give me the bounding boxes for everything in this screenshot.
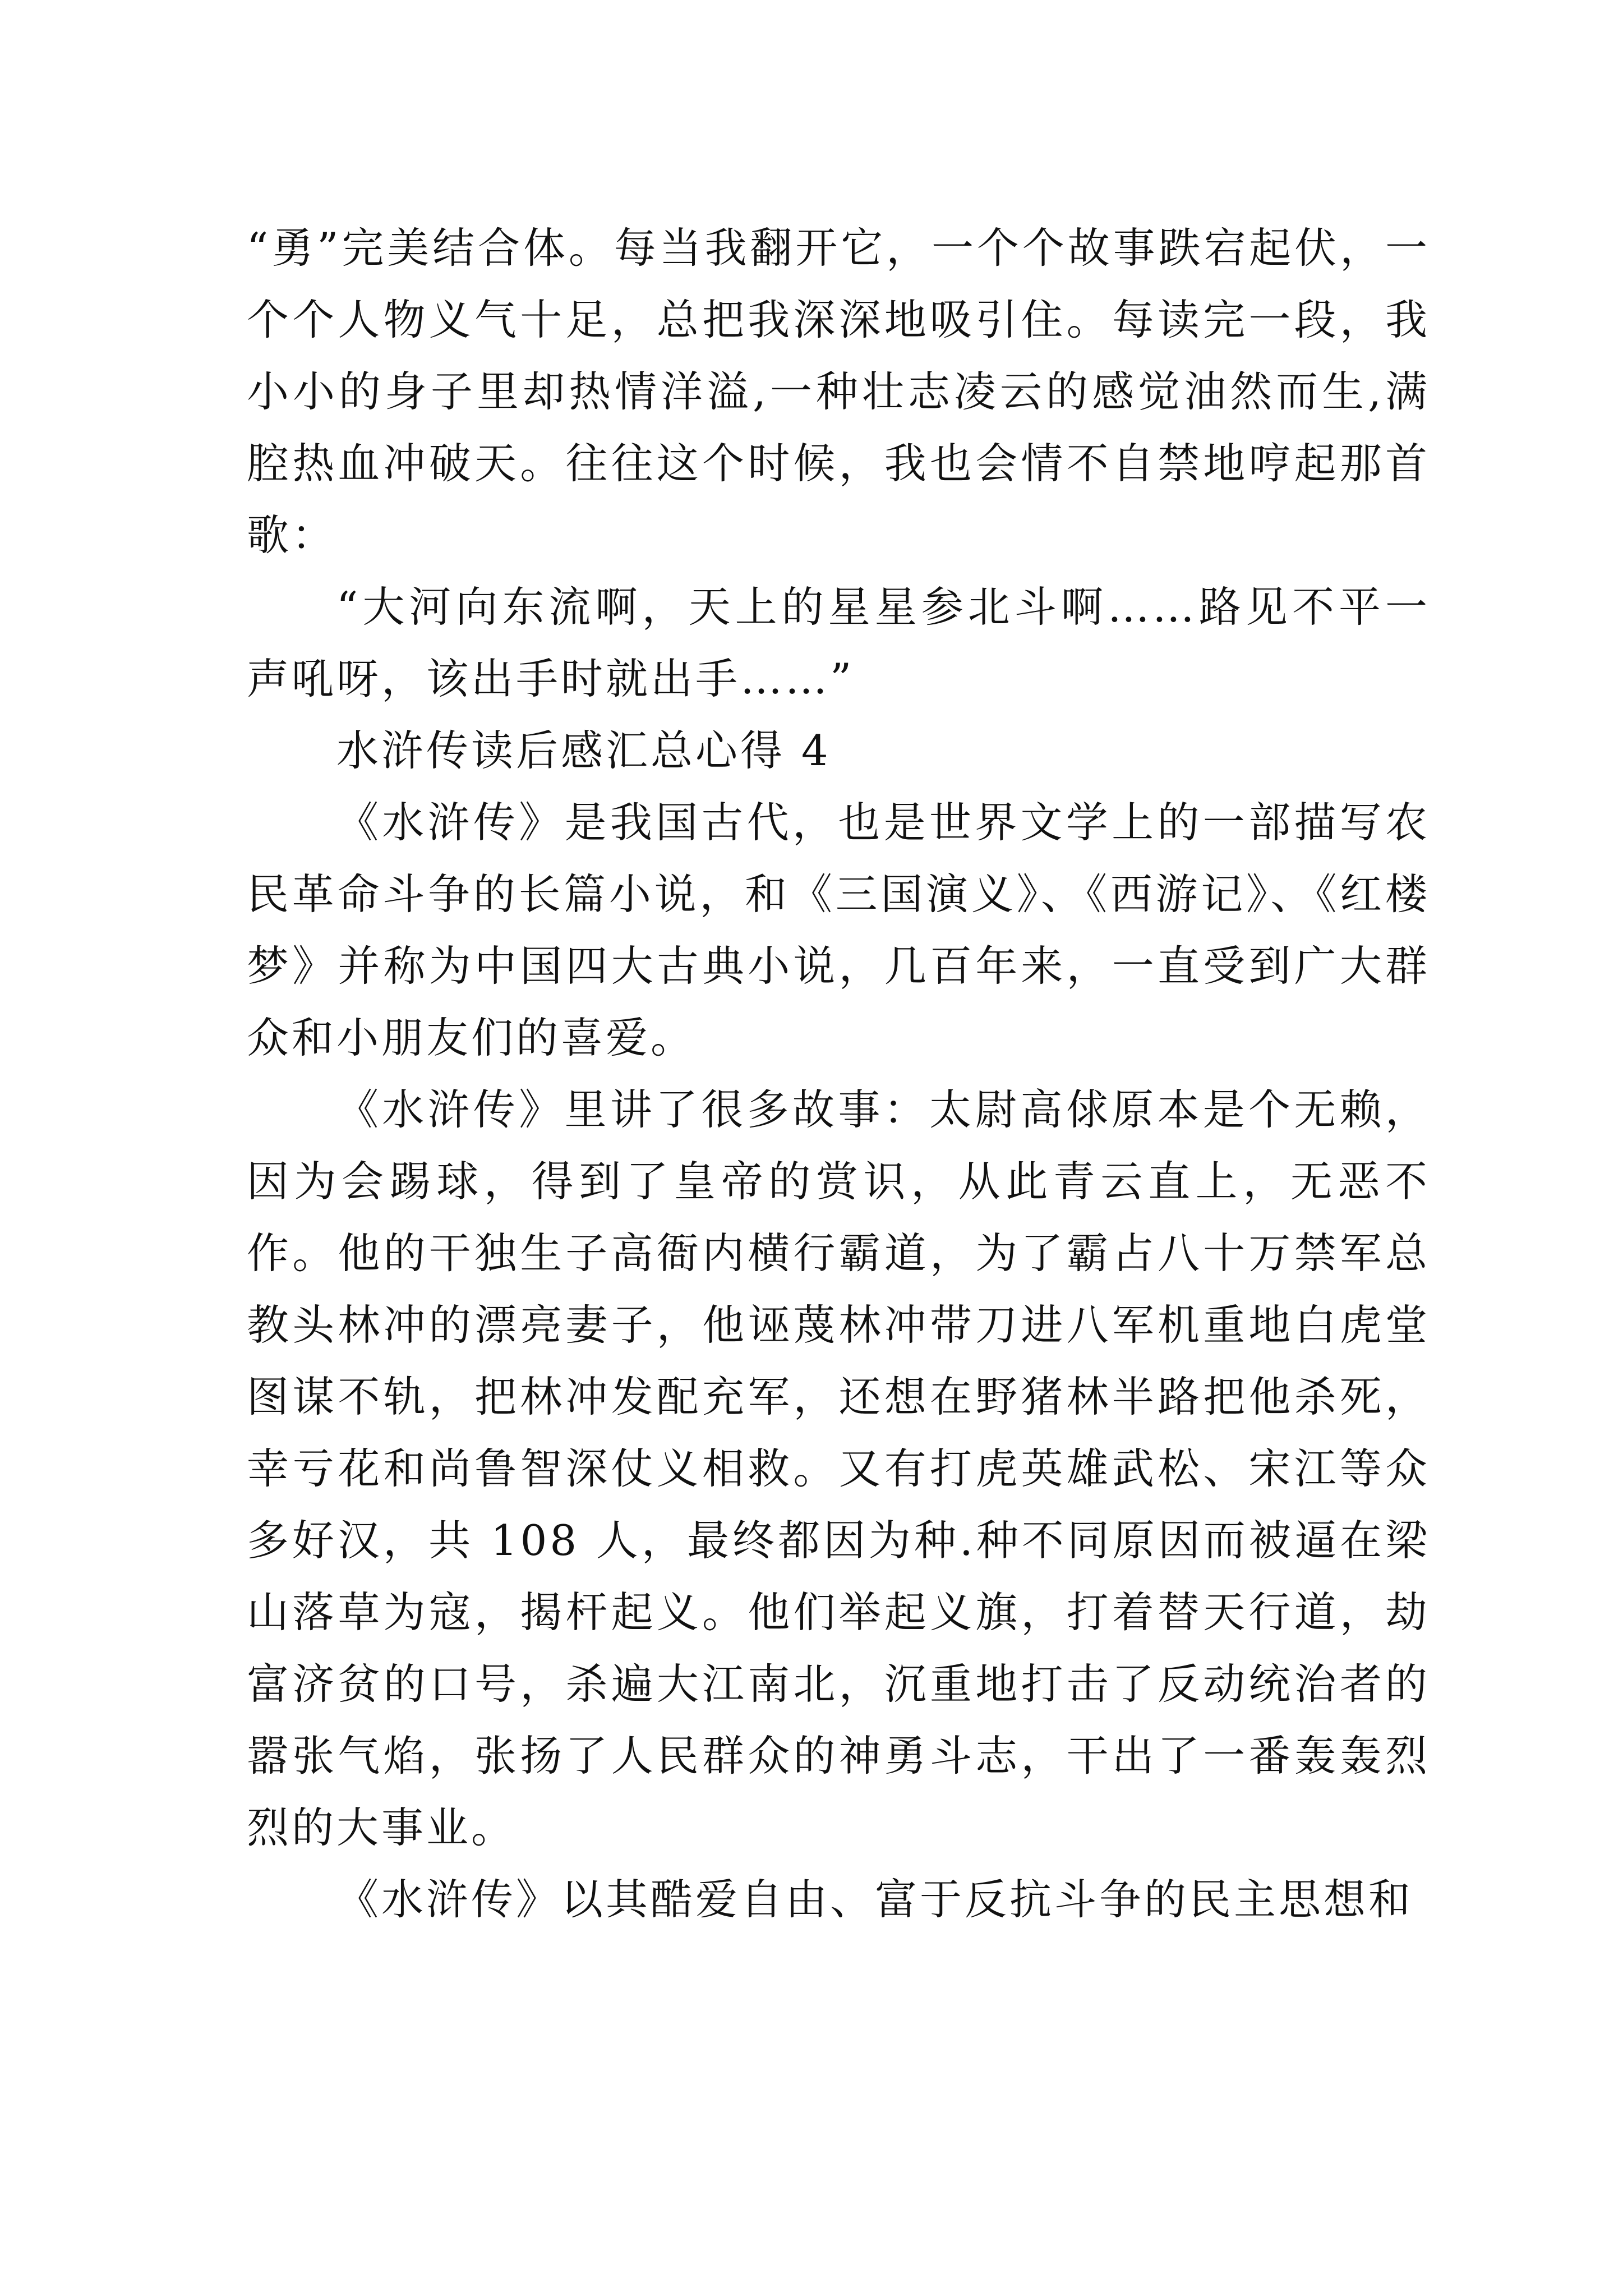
document-body bbox=[247, 212, 1430, 1935]
paragraph-continuation: “勇”完美结合体。每当我翻开它，一个个故事跌宕起伏，一个个人物义气十足，总把我深深地吸引住。每读完一段，我小小的身子里却热情洋溢,一种壮志凌云的感觉油然而生,满腔热血冲破天。往往这个时候，我也会情不自禁地哼起那首歌： bbox=[247, 223, 1430, 560]
section-heading: 水浒传读后感汇总心得 4 bbox=[336, 726, 831, 775]
paragraph-story: 《水浒传》里讲了很多故事：太尉高俅原本是个无赖，因为会踢球，得到了皇帝的赏识，从此青云直上，无恶不作。他的干独生子高衙内横行霸道，为了霸占八十万禁军总教头林冲的漂亮妻子，他诬蔑林冲带刀进八军机重地白虎堂图谋不轨，把林冲发配充军，还想在野猪林半路把他杀死，幸亏花和尚鲁智深仗义相救。又有打虎英雄武松、宋江等众多好汉，共 108 人，最终都因为种.种不同原因而被逼在梁山落草为寇，揭杆起义。他们举起义旗，打着替天行道，劫富济贫的口号，杀遍大江南北，沉重地打击了反动统治者的嚣张气焰，张扬了人民群众的神勇斗志，干出了一番轰轰烈烈的大事业。 bbox=[247, 1085, 1430, 1852]
paragraph-closing: 《水浒传》以其酷爱自由、富于反抗斗争的民主思想和 bbox=[336, 1875, 1414, 1924]
paragraph-song-lyrics: “大河向东流啊，天上的星星参北斗啊……路见不平一声吼呀，该出手时就出手……” bbox=[247, 582, 1430, 703]
paragraph-intro: 《水浒传》是我国古代，也是世界文学上的一部描写农民革命斗争的长篇小说，和《三国演义》、《西游记》、《红楼梦》并称为中国四大古典小说，几百年来，一直受到广大群众和小朋友们的喜爱。 bbox=[247, 798, 1430, 1062]
